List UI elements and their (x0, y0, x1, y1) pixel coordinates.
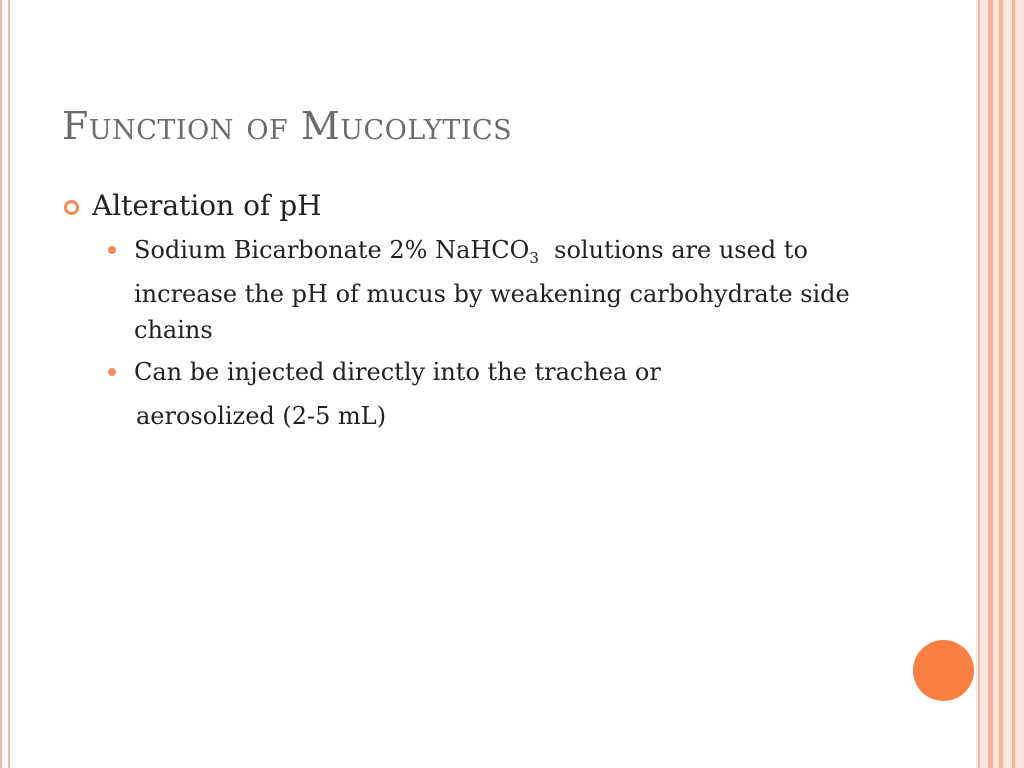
bullet-text: Alteration of pH (92, 189, 322, 222)
right-border-stripe (999, 0, 1003, 768)
ring-bullet-icon (64, 200, 79, 215)
sub-bullet-text-prefix: Sodium Bicarbonate 2% NaHCO (134, 236, 530, 264)
dot-bullet-icon (108, 246, 116, 254)
bullet-item (62, 186, 882, 226)
decorative-circle (913, 640, 974, 701)
sub-bullet-item (62, 354, 882, 390)
left-border-line (8, 0, 10, 768)
left-border-line (0, 0, 2, 768)
right-border-stripe (978, 0, 980, 768)
dot-bullet-icon (108, 368, 116, 376)
continuation-text: aerosolized (2-5 mL) (136, 402, 387, 430)
sub-bullet-item (62, 232, 882, 348)
sub-bullet-text: Can be injected directly into the trachea or (134, 358, 661, 386)
slide-title: Function of Mucolytics (62, 104, 513, 148)
right-border-stripe (988, 0, 993, 768)
right-border-stripe (1012, 0, 1015, 768)
subscript: 3 (529, 249, 539, 267)
slide-content (62, 186, 882, 434)
sub-bullet-text-suffix: solutions are used to increase the pH of mucus by weakening carbohydrate side chains (134, 236, 858, 344)
